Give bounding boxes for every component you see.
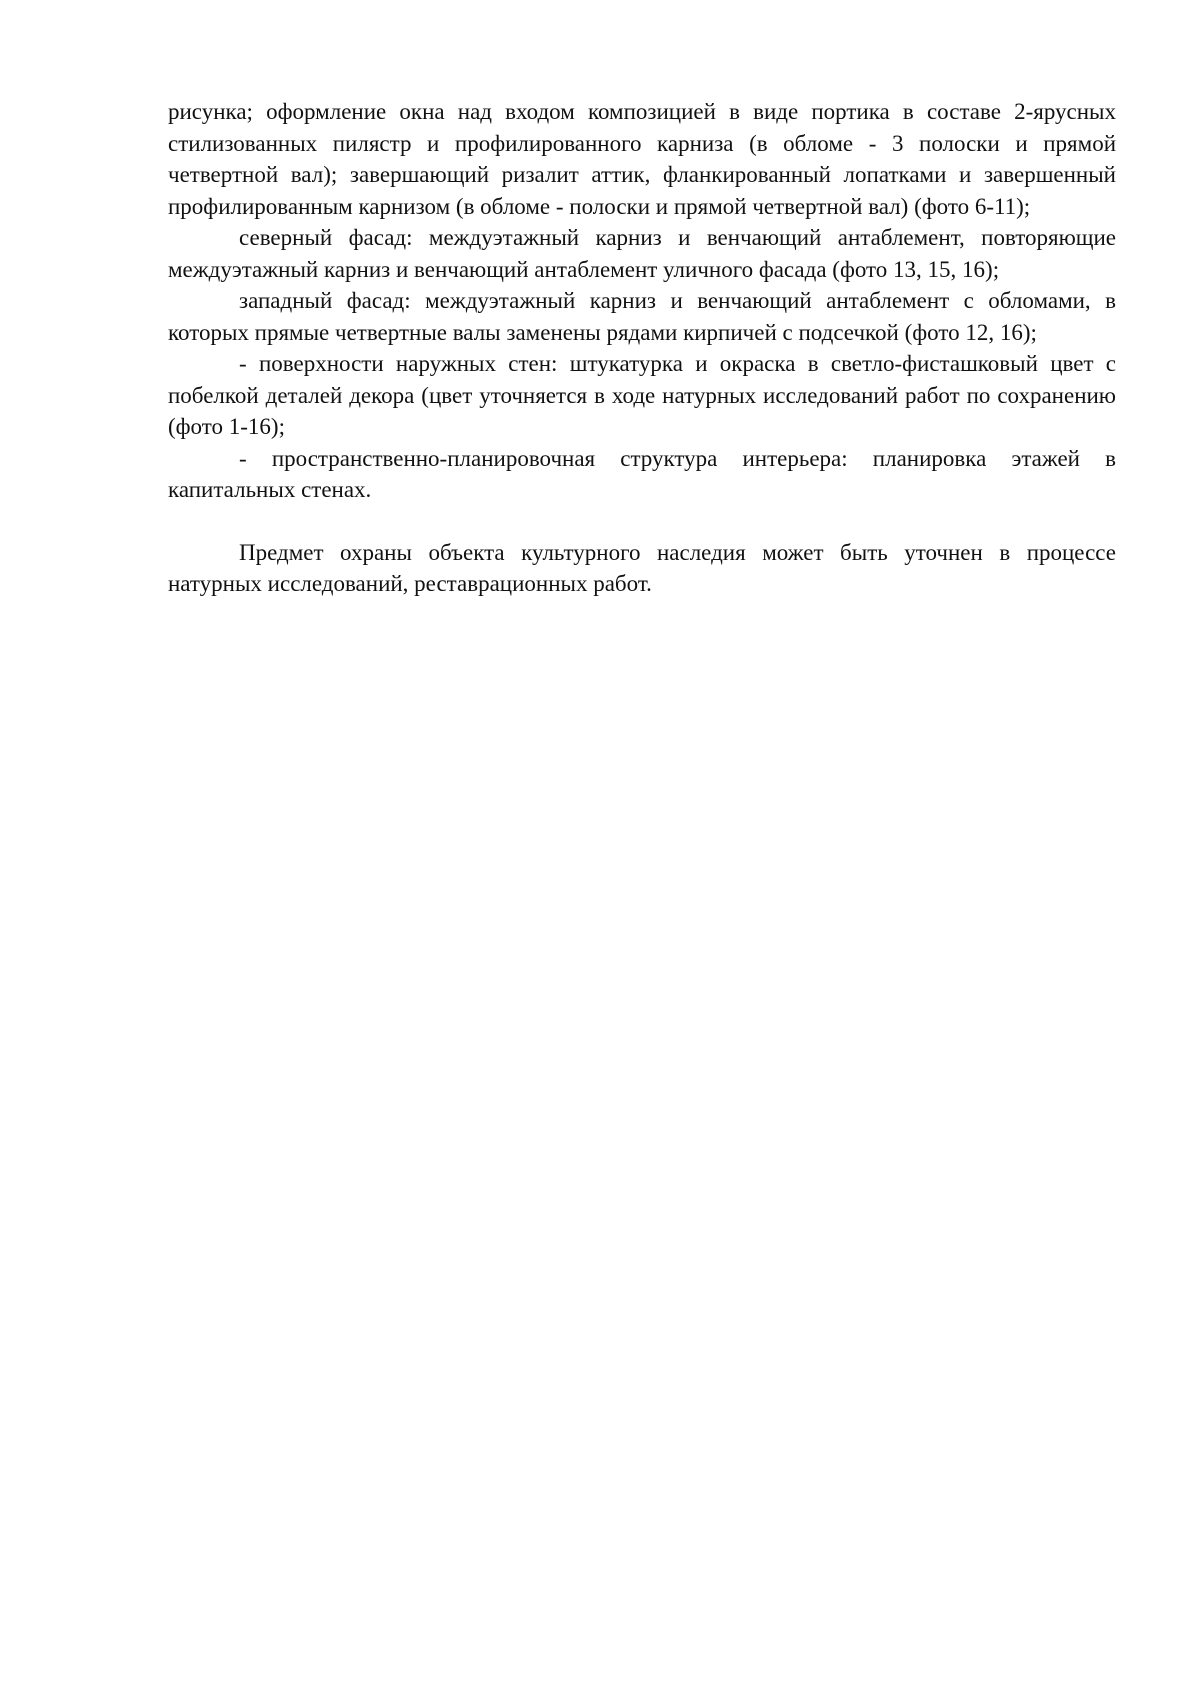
paragraph-wall-surfaces: - поверхности наружных стен: штукатурка и окраска в светло-фисташковый цвет с побелкой деталей декора (цвет уточняется в ходе натурных исследований работ по сохранению (фото 1-16); [168,351,1116,439]
document-body [168,96,1116,600]
paragraph-west-facade: западный фасад: междуэтажный карниз и венчающий антаблемент с обломами, в которых прямые четвертные валы заменены рядами кирпичей с подсечкой (фото 12, 16); [168,288,1116,345]
paragraph-continued: рисунка; оформление окна над входом композицией в виде портика в составе 2-ярусных стилизованных пилястр и профилированного карниза (в обломе - 3 полоски и прямой четвертной вал); завершающий ризалит аттик, фланкированный лопатками и завершенный профилированным карнизом (в обломе - полоски и прямой четвертной вал) (фото 6-11); [168,99,1116,219]
paragraph-gap [168,506,1116,537]
paragraph-protection-note: Предмет охраны объекта культурного наследия может быть уточнен в процессе натурных исследований, реставрационных работ. [168,539,1116,596]
paragraph-north-facade: северный фасад: междуэтажный карниз и венчающий антаблемент, повторяющие междуэтажный карниз и венчающий антаблемент уличного фасада (фото 13, 15, 16); [168,225,1116,282]
paragraph-interior-structure: - пространственно-планировочная структура интерьера: планировка этажей в капитальных стенах. [168,445,1116,502]
